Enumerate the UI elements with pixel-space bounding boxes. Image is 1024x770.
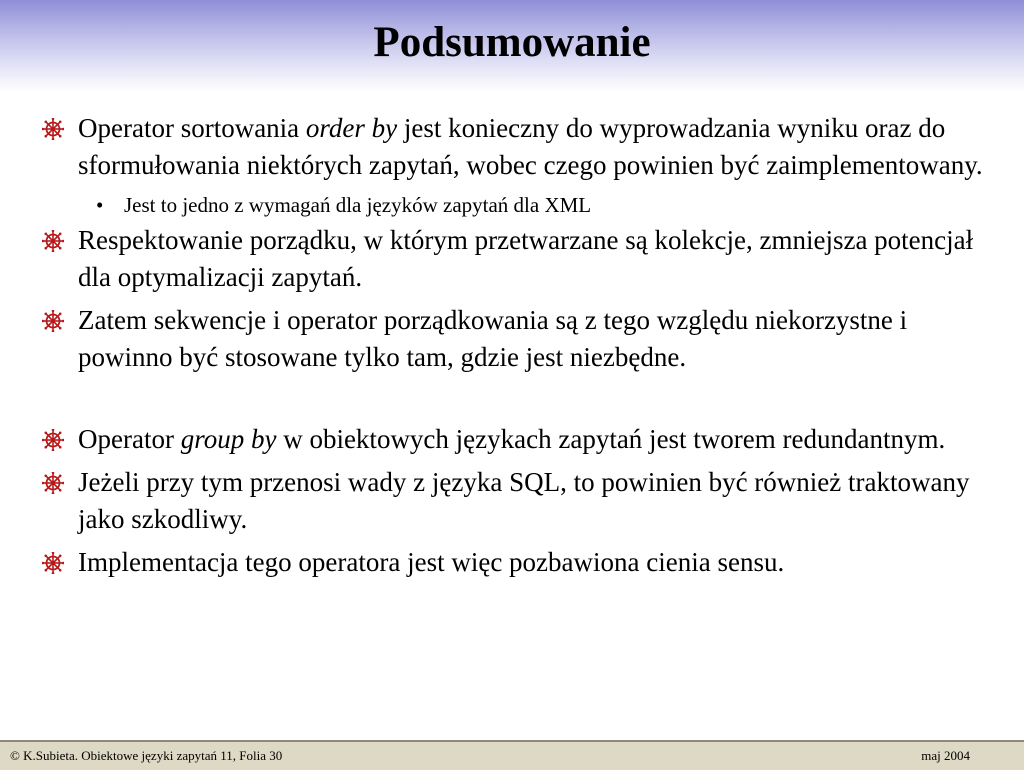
sub-bullet-text: Jest to jedno z wymagań dla języków zapytań dla XML <box>124 193 592 217</box>
bullet-item <box>40 421 1000 458</box>
bullet-item <box>40 222 1000 296</box>
dharma-wheel-icon <box>42 429 64 451</box>
slide-footer <box>0 740 1024 770</box>
bullet-text: Respektowanie porządku, w którym przetwarzane są kolekcje, zmniejsza potencjał dla optymalizacji zapytań. <box>78 225 974 292</box>
slide-title: Podsumowanie <box>373 19 651 66</box>
bullet-item <box>40 110 1000 184</box>
bullet-item <box>40 464 1000 538</box>
emphasis-text: order by <box>305 113 398 143</box>
footer-date: maj 2004 <box>921 748 970 763</box>
bullet-text: Jeżeli przy tym przenosi wady z języka SQL, to powinien być również traktowany jako szkodliwy. <box>78 467 970 534</box>
bullet-text: Operator <box>78 424 181 454</box>
dharma-wheel-icon <box>42 230 64 252</box>
dharma-wheel-icon <box>42 310 64 332</box>
bullet-text: Implementacja tego operatora jest więc pozbawiona cienia sensu. <box>78 547 785 577</box>
bullet-text: Operator sortowania <box>78 113 306 143</box>
dharma-wheel-icon <box>42 552 64 574</box>
bullet-text: Zatem sekwencje i operator porządkowania są z tego względu niekorzystne i powinno być stosowane tylko tam, gdzie jest niezbędne. <box>78 305 908 372</box>
bullet-text: w obiektowych językach zapytań jest tworem redundantnym. <box>276 424 946 454</box>
footer-copyright: © K.Subieta. Obiektowe języki zapytań 11, Folia 30 <box>10 748 283 763</box>
dharma-wheel-icon <box>42 472 64 494</box>
bullet-text: jest konieczny do wyprowadzania wyniku oraz do sformułowania niektórych zapytań, wobec czego powinien być zaimplementowany. <box>78 113 983 180</box>
slide-content <box>40 110 1000 581</box>
dharma-wheel-icon <box>42 118 64 140</box>
bullet-item <box>40 544 1000 581</box>
emphasis-text: group by <box>180 424 277 454</box>
sub-bullet-item <box>40 190 1000 220</box>
bullet-dot: • <box>96 193 104 217</box>
bullet-item <box>40 302 1000 376</box>
